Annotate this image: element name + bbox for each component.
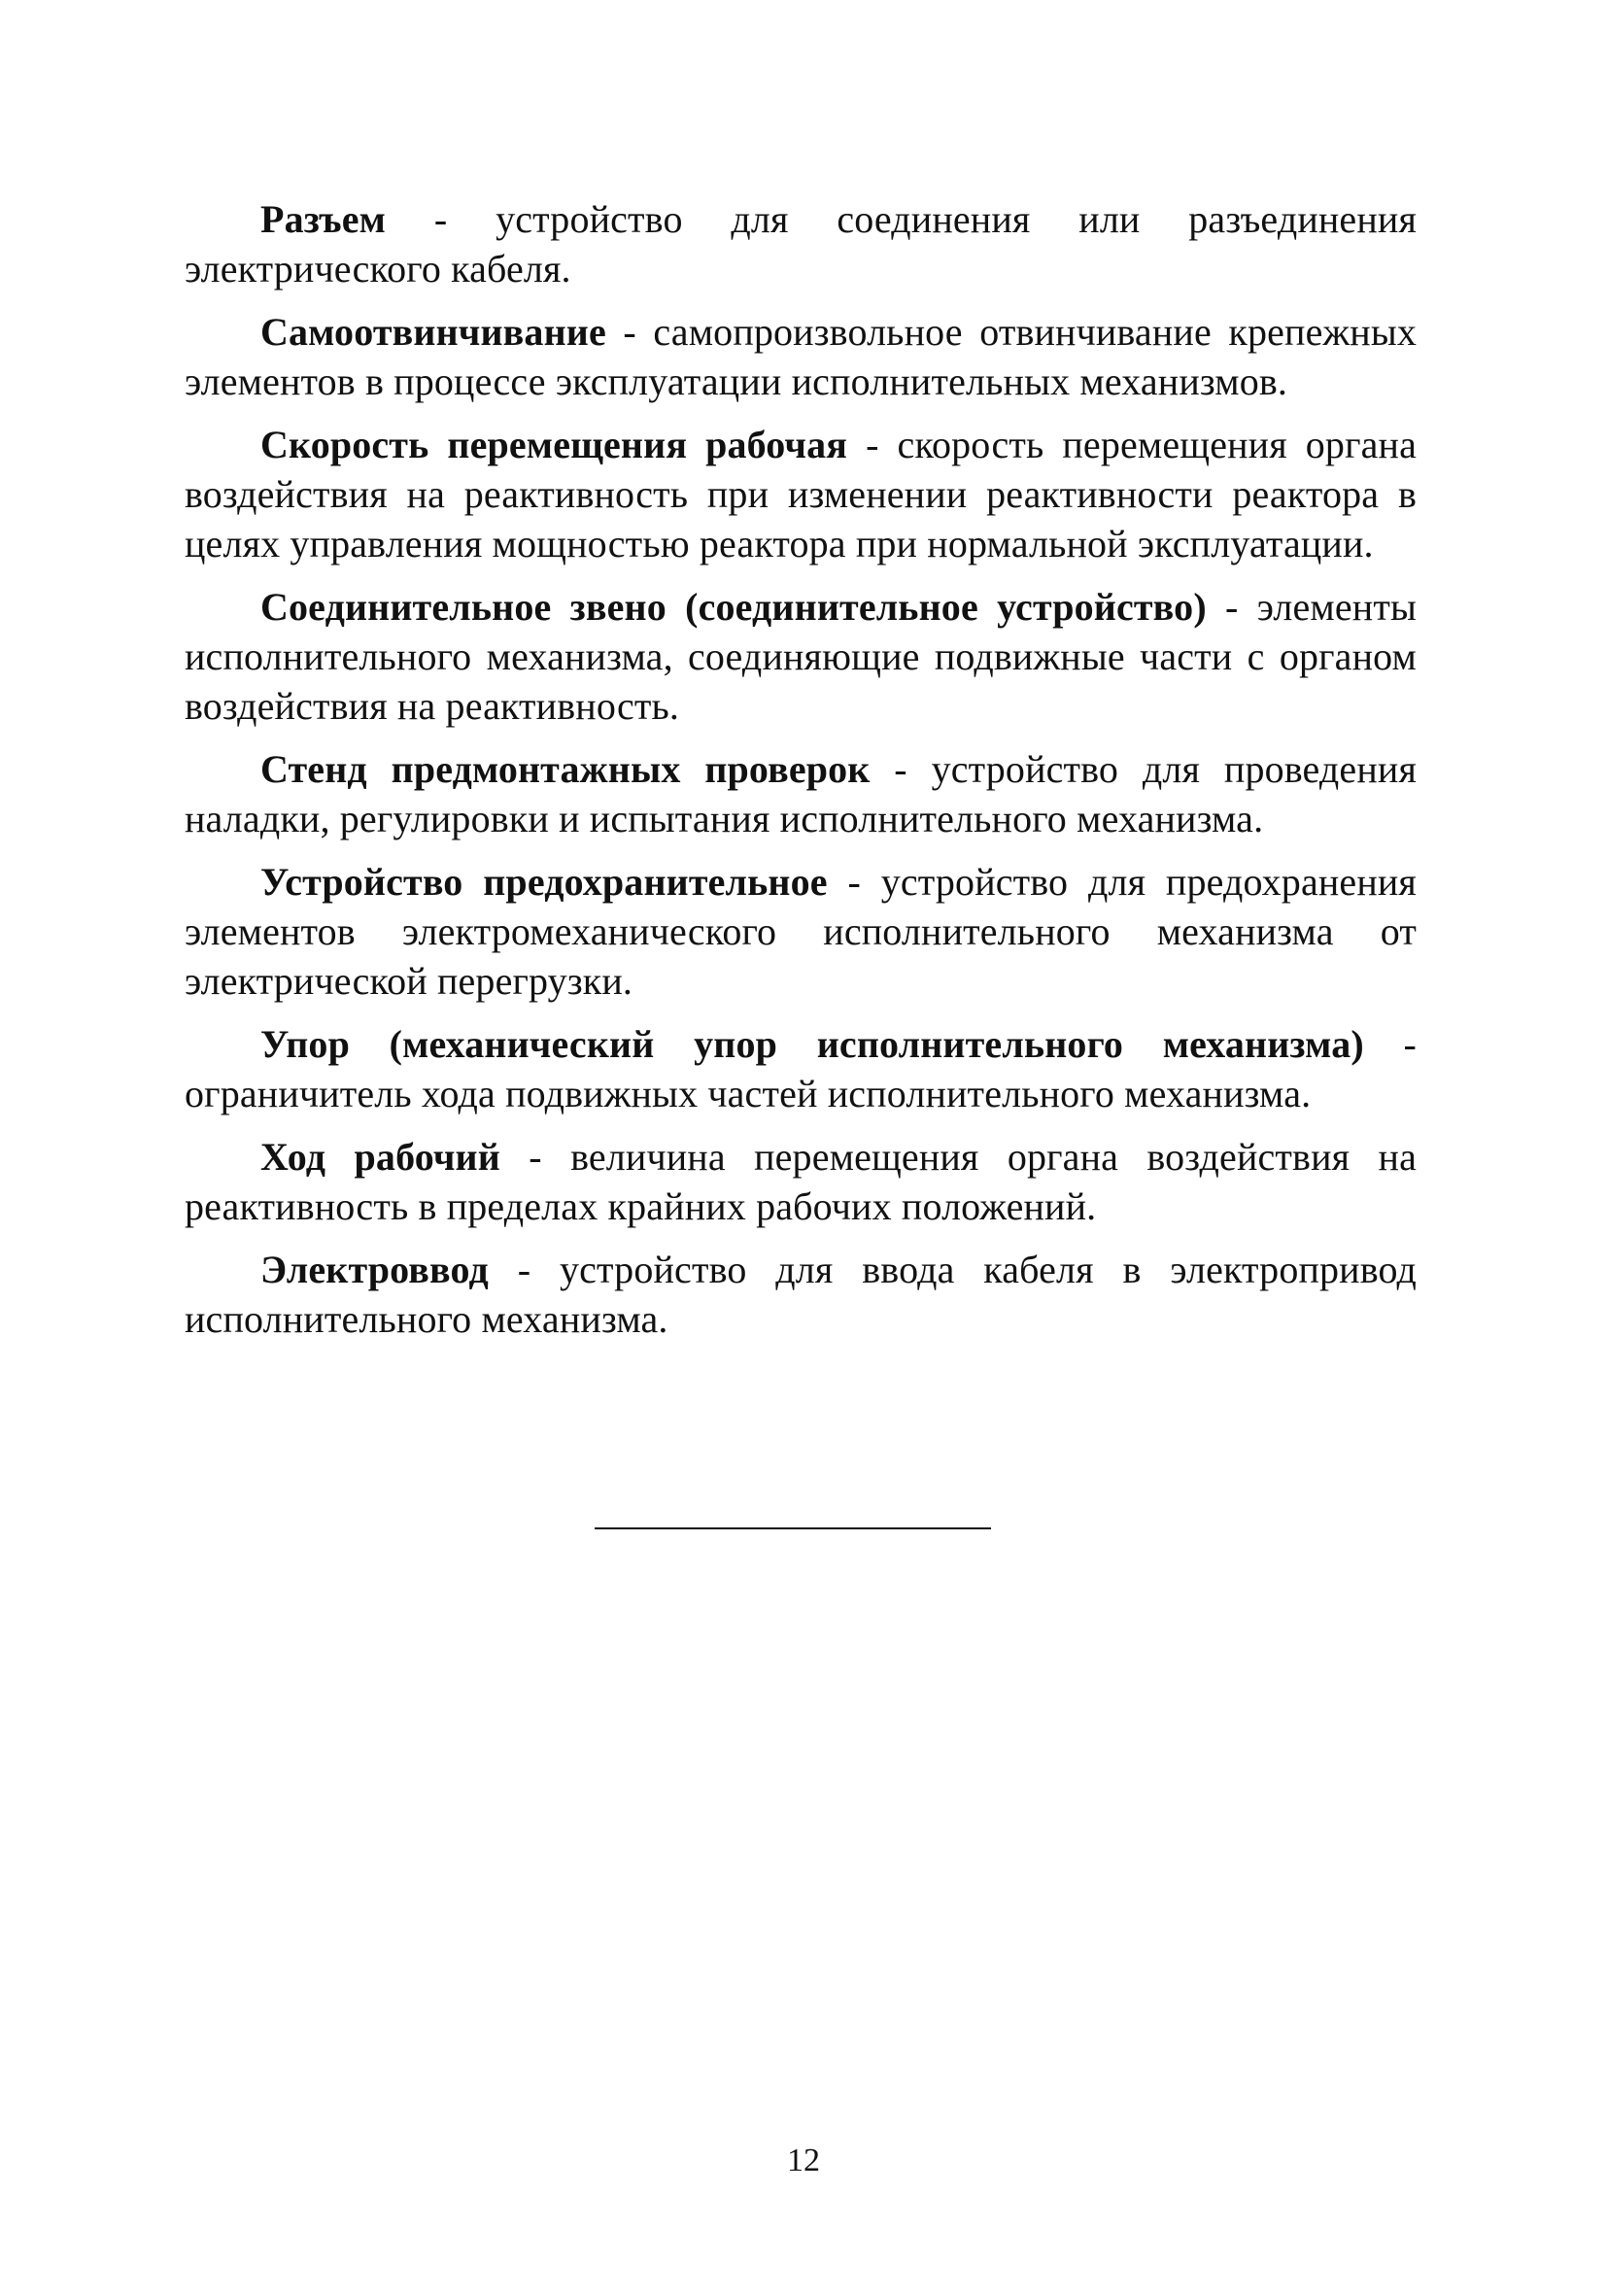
definition-text: - элементы исполнительного механизма, соединяющие подвижные части с органом воздействия на реактивность. — [185, 585, 1417, 728]
definition-elektrovvod — [185, 1245, 1417, 1344]
definition-text: - устройство для ввода кабеля в электропривод исполнительного механизма. — [185, 1248, 1417, 1341]
term: Соединительное звено (соединительное устройство) — [260, 585, 1207, 629]
definition-skorost-peremeshcheniya — [185, 420, 1417, 568]
section-end-rule — [595, 1527, 991, 1529]
definition-ustroystvo-predokhranitelnoe — [185, 857, 1417, 1006]
definition-razem — [185, 194, 1417, 293]
definition-text: - скорость перемещения органа воздействия на реактивность при изменении реактивности реактора в целях управления мощностью реактора при нормальной эксплуатации. — [185, 423, 1417, 565]
term: Стенд предмонтажных проверок — [260, 747, 871, 791]
definition-upor — [185, 1019, 1417, 1118]
definition-text: - устройство для соединения или разъединения электрического кабеля. — [185, 197, 1417, 291]
term: Электроввод — [260, 1248, 489, 1291]
term: Скорость перемещения рабочая — [260, 423, 848, 466]
page-number: 12 — [787, 2142, 820, 2178]
definition-stend — [185, 744, 1417, 843]
definition-text: - устройство для предохранения элементов электромеханического исполнительного механизма от электрической перегрузки. — [185, 860, 1417, 1003]
definition-samootvinchivanie — [185, 307, 1417, 406]
definition-text: - величина перемещения органа воздействия на реактивность в пределах крайних рабочих положений. — [185, 1135, 1417, 1228]
definition-khod-rabochiy — [185, 1132, 1417, 1231]
term: Ход рабочий — [260, 1135, 500, 1179]
definition-soedinitelnoe-zveno — [185, 582, 1417, 731]
definition-text: - устройство для проведения наладки, регулировки и испытания исполнительного механизма. — [185, 747, 1417, 840]
term: Самоотвинчивание — [260, 310, 606, 354]
term: Устройство предохранительное — [260, 860, 828, 904]
definition-text: - самопроизвольное отвинчивание крепежных элементов в процессе эксплуатации исполнительных механизмов. — [185, 310, 1417, 403]
definitions-list — [185, 194, 1417, 1357]
definition-text: - ограничитель хода подвижных частей исполнительного механизма. — [185, 1022, 1417, 1115]
term: Разъем — [260, 197, 387, 241]
term: Упор (механический упор исполнительного механизма) — [260, 1022, 1364, 1066]
